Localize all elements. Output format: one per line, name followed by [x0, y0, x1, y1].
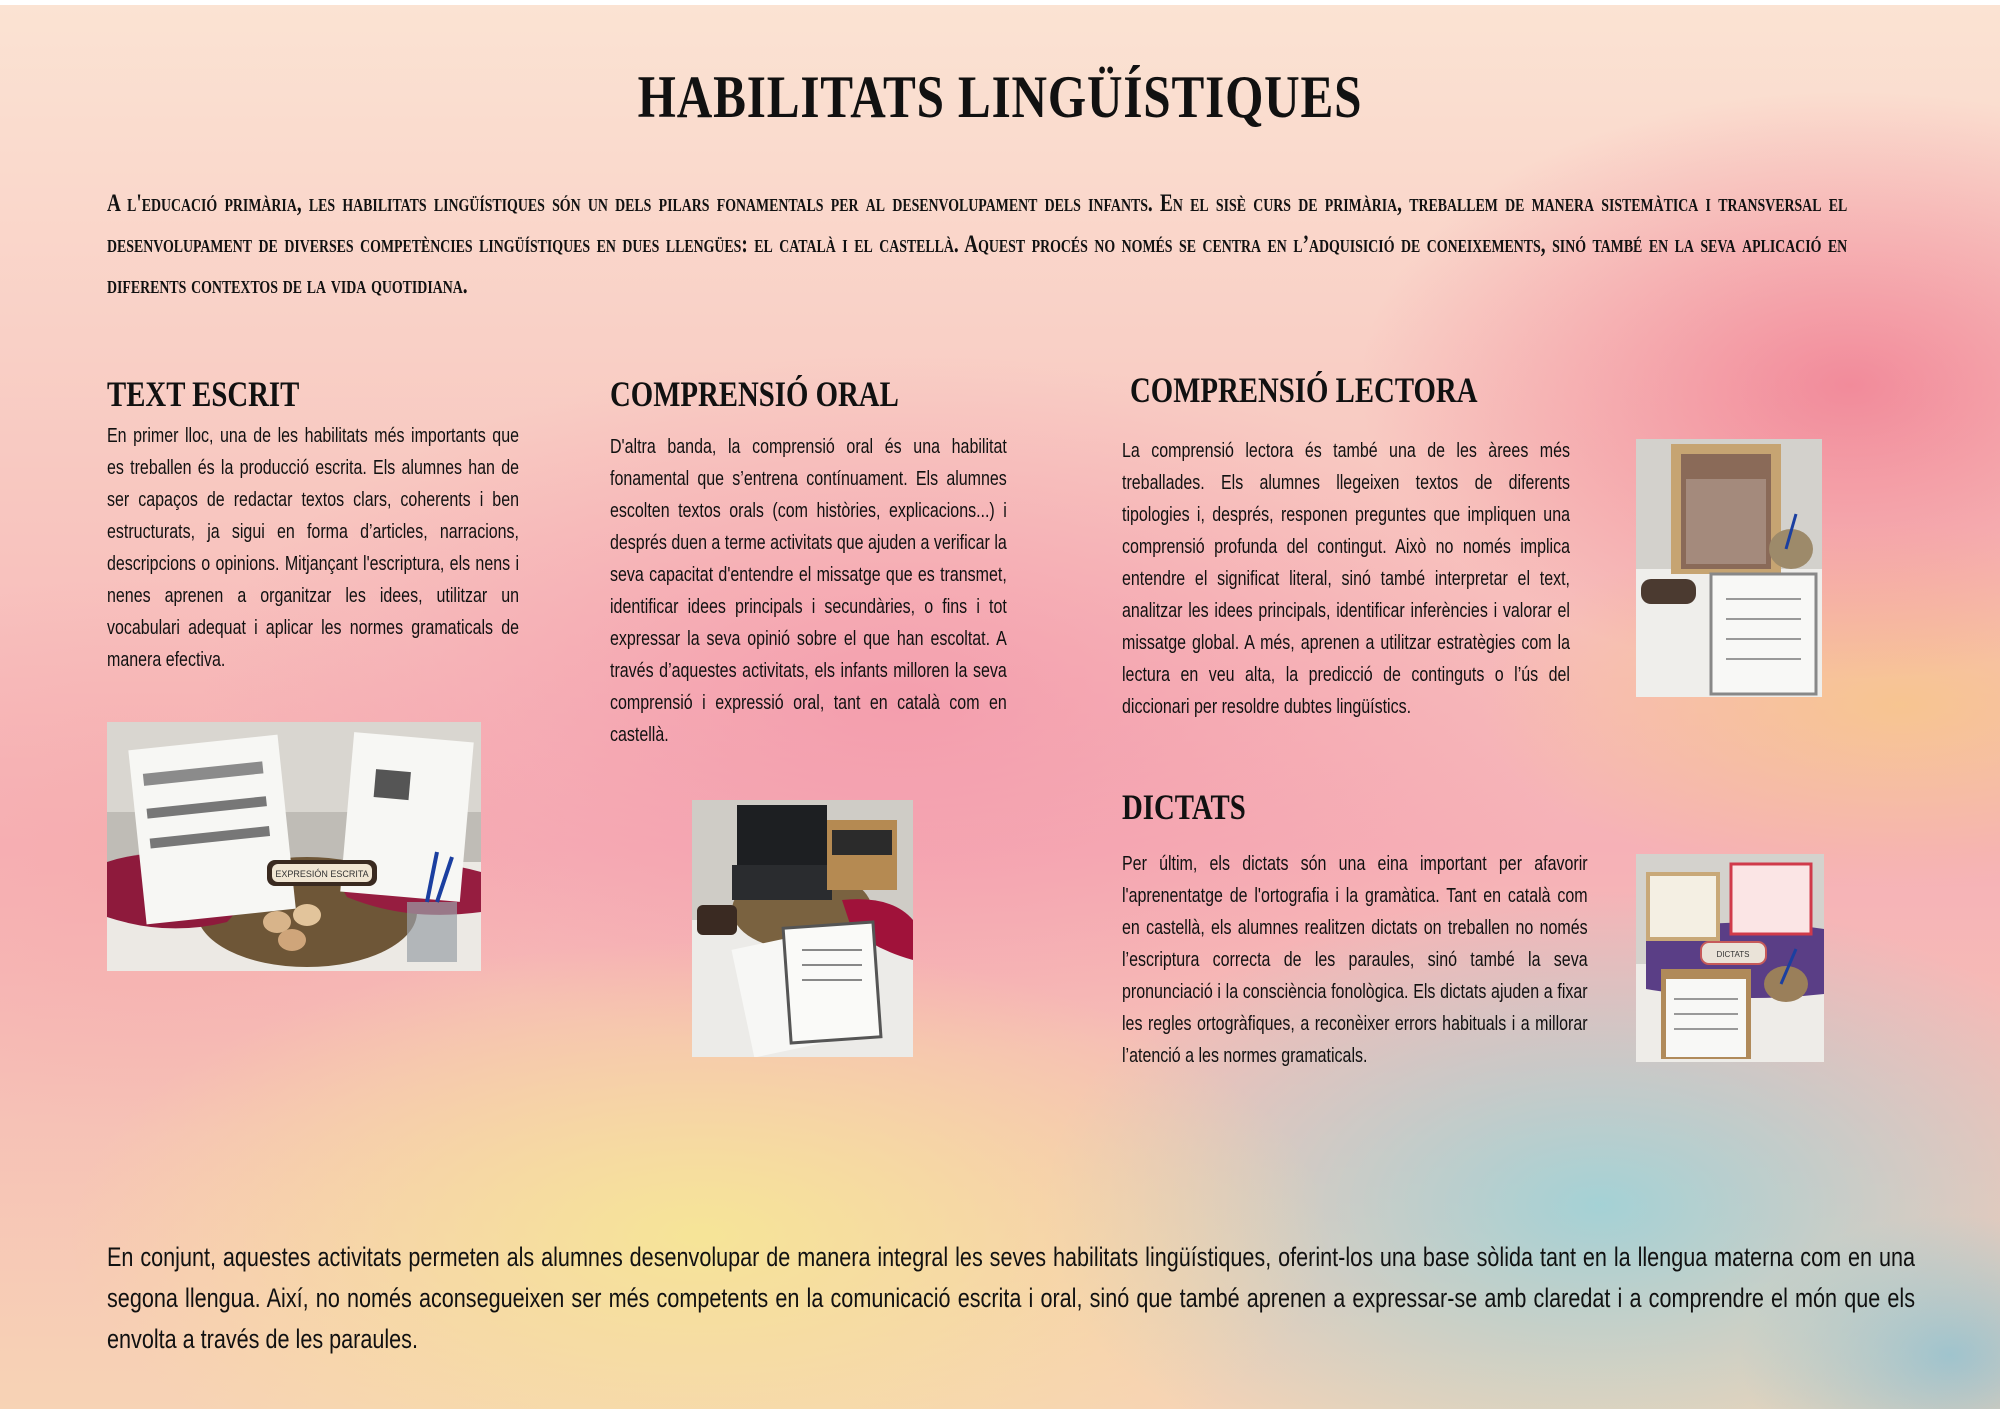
heading-dictats: DICTATS — [1122, 787, 1246, 827]
intro-paragraph: A l'educació primària, les habilitats lingüístiques són un dels pilars fonamentals per al desenvolupament dels infants. En el sisè curs de primària, treballem de manera sistemàtica i transversal el desenvolupament de diverses competències lingüístiques en dues llengües: el català i el castellà. Aquest procés no només se centra en l’adquisició de coneixements, sinó també en la seva aplicació en diferents contextos de la vida quotidiana. — [107, 190, 1848, 299]
dictats-paragraph: Per últim, els dictats són una eina important per afavorir l'aprenentatge de l'ortografia i la gramàtica. Tant en català com en castellà, els alumnes realitzen dictats on treballen no només l’escriptura correcta de les paraules, sinó també la seva pronunciació i la consciència fonològica. Els dictats ajuden a fixar les regles ortogràfiques, a reconèixer errors habituals i a millorar l’atenció a les normes gramaticals. — [1122, 853, 1588, 1067]
photo-dictats — [1636, 854, 1824, 1062]
heading-comprensio-lectora: COMPRENSIÓ LECTORA — [1130, 370, 1478, 410]
page-title: HABILITATS LINGÜÍSTIQUES — [637, 64, 1363, 130]
photo-expressio-escrita — [107, 722, 481, 971]
heading-comprensio-oral: COMPRENSIÓ ORAL — [610, 374, 899, 414]
comprensio-lectora-paragraph: La comprensió lectora és també una de les àrees més treballades. Els alumnes llegeixen textos de diferents tipologies i, després, responen preguntes que impliquen una comprensió profunda del contingut. Això no només implica entendre el significat literal, sinó també interpretar el text, analitzar les idees principals, identificar inferències i valorar el missatge global. A més, aprenen a utilitzar estratègies com la lectura en veu alta, la predicció de continguts o l’ús del diccionari per resoldre dubtes lingüístics. — [1122, 440, 1570, 718]
photo-sign-text: EXPRESIÓN ESCRITA — [275, 869, 369, 879]
photo-comprensio-oral — [692, 800, 913, 1057]
poster — [0, 5, 2000, 1409]
photo-comprensio-lectora — [1636, 439, 1822, 697]
heading-text-escrit: TEXT ESCRIT — [107, 374, 300, 414]
conclusion-paragraph: En conjunt, aquestes activitats permeten als alumnes desenvolupar de manera integral les seves habilitats lingüístiques, oferint-los una base sòlida tant en la llengua materna com en una segona llengua. Així, no només aconsegueixen ser més competents en la comunicació escrita i oral, sinó que també aprenen a expressar-se amb claredat i a comprendre el món que els envolta a través de les paraules. — [107, 1242, 1915, 1354]
photo-sign-text: DICTATS — [1716, 950, 1750, 959]
text-escrit-paragraph: En primer lloc, una de les habilitats més importants que es treballen és la producció escrita. Els alumnes han de ser capaços de redactar textos clars, coherents i ben estructurats, ja sigui en forma d’articles, narracions, descripcions o opinions. Mitjançant l'escriptura, els nens i nenes aprenen a organitzar les idees, utilitzar un vocabulari adequat i aplicar les normes gramaticals de manera efectiva. — [107, 425, 519, 671]
comprensio-oral-paragraph: D'altra banda, la comprensió oral és una habilitat fonamental que s’entrena contínuament. Els alumnes escolten textos orals (com històries, explicacions...) i després duen a terme activitats que ajuden a verificar la seva capacitat d'entendre el missatge que es transmet, identificar idees principals i secundàries, o fins i tot expressar la seva opinió sobre el que han escoltat. A través d’aquestes activitats, els infants milloren la seva comprensió i expressió oral, tant en català com en castellà. — [610, 436, 1007, 746]
